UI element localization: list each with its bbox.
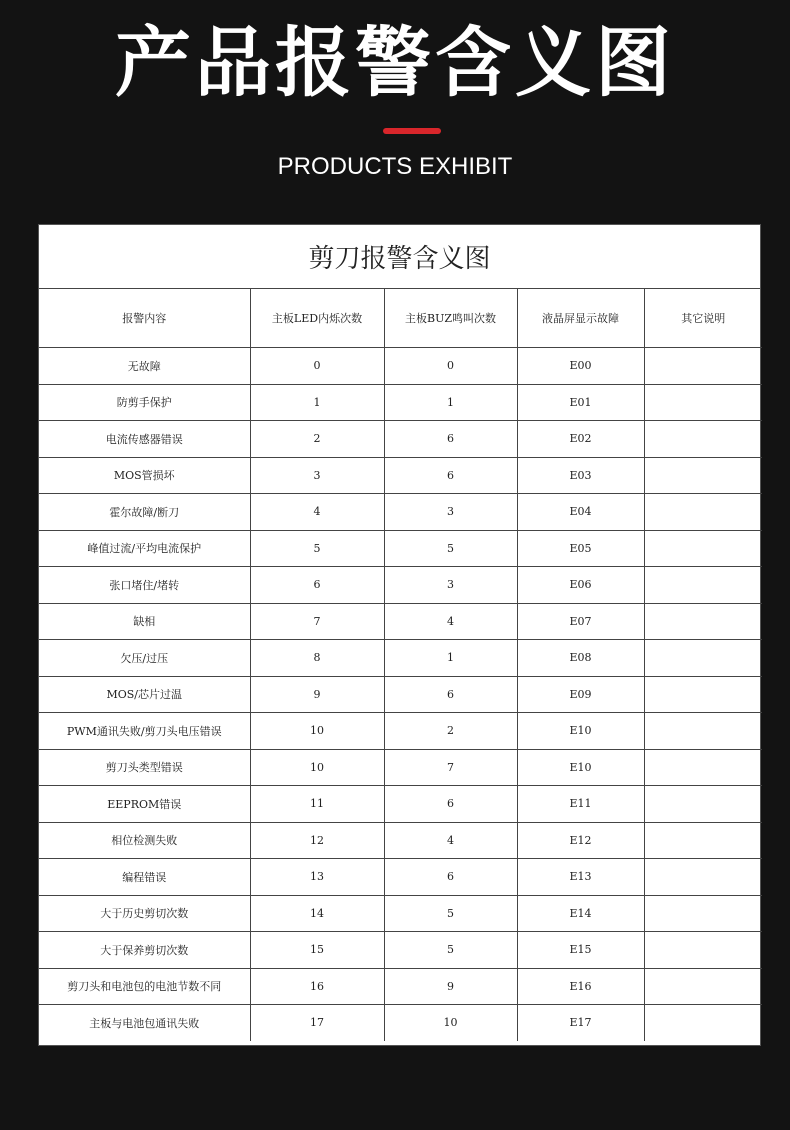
cell-led-count: 13 xyxy=(250,859,384,896)
cell-alarm-content: 相位检测失败 xyxy=(39,822,250,859)
cell-fault-code: E11 xyxy=(517,786,644,823)
cell-alarm-content: 大于保养剪切次数 xyxy=(39,932,250,969)
cell-buzzer-count: 6 xyxy=(384,859,517,896)
cell-led-count: 10 xyxy=(250,713,384,750)
cell-notes xyxy=(644,530,762,567)
cell-buzzer-count: 9 xyxy=(384,968,517,1005)
table-row xyxy=(39,494,762,531)
cell-led-count: 0 xyxy=(250,348,384,385)
cell-buzzer-count: 4 xyxy=(384,822,517,859)
cell-led-count: 14 xyxy=(250,895,384,932)
cell-alarm-content: 剪刀头和电池包的电池节数不同 xyxy=(39,968,250,1005)
cell-notes xyxy=(644,457,762,494)
cell-buzzer-count: 4 xyxy=(384,603,517,640)
accent-divider xyxy=(383,128,441,134)
cell-notes xyxy=(644,421,762,458)
header-led-blink-count: 主板LED内烁次数 xyxy=(250,289,384,348)
cell-fault-code: E03 xyxy=(517,457,644,494)
cell-led-count: 17 xyxy=(250,1005,384,1041)
cell-fault-code: E12 xyxy=(517,822,644,859)
table-row xyxy=(39,421,762,458)
table-row xyxy=(39,822,762,859)
cell-alarm-content: 张口堵住/堵转 xyxy=(39,567,250,604)
cell-alarm-content: 欠压/过压 xyxy=(39,640,250,677)
cell-led-count: 2 xyxy=(250,421,384,458)
cell-notes xyxy=(644,494,762,531)
cell-fault-code: E13 xyxy=(517,859,644,896)
table-row xyxy=(39,384,762,421)
cell-alarm-content: 电流传感器错误 xyxy=(39,421,250,458)
cell-buzzer-count: 1 xyxy=(384,640,517,677)
cell-notes xyxy=(644,603,762,640)
cell-notes xyxy=(644,822,762,859)
cell-notes xyxy=(644,968,762,1005)
cell-buzzer-count: 6 xyxy=(384,786,517,823)
cell-notes xyxy=(644,786,762,823)
cell-fault-code: E07 xyxy=(517,603,644,640)
cell-notes xyxy=(644,895,762,932)
table-row xyxy=(39,968,762,1005)
cell-buzzer-count: 6 xyxy=(384,421,517,458)
cell-led-count: 10 xyxy=(250,749,384,786)
header-other-notes: 其它说明 xyxy=(644,289,762,348)
cell-led-count: 7 xyxy=(250,603,384,640)
cell-notes xyxy=(644,859,762,896)
cell-fault-code: E08 xyxy=(517,640,644,677)
cell-led-count: 16 xyxy=(250,968,384,1005)
cell-buzzer-count: 10 xyxy=(384,1005,517,1041)
table-row xyxy=(39,457,762,494)
cell-buzzer-count: 0 xyxy=(384,348,517,385)
cell-fault-code: E06 xyxy=(517,567,644,604)
cell-alarm-content: MOS/芯片过温 xyxy=(39,676,250,713)
cell-notes xyxy=(644,749,762,786)
cell-alarm-content: 无故障 xyxy=(39,348,250,385)
cell-buzzer-count: 2 xyxy=(384,713,517,750)
cell-alarm-content: 编程错误 xyxy=(39,859,250,896)
table-row xyxy=(39,1005,762,1041)
cell-fault-code: E09 xyxy=(517,676,644,713)
cell-led-count: 15 xyxy=(250,932,384,969)
cell-led-count: 6 xyxy=(250,567,384,604)
cell-notes xyxy=(644,1005,762,1041)
cell-fault-code: E05 xyxy=(517,530,644,567)
table-row xyxy=(39,713,762,750)
cell-buzzer-count: 1 xyxy=(384,384,517,421)
cell-notes xyxy=(644,640,762,677)
table-row xyxy=(39,603,762,640)
cell-led-count: 12 xyxy=(250,822,384,859)
table-row xyxy=(39,749,762,786)
cell-notes xyxy=(644,384,762,421)
cell-buzzer-count: 5 xyxy=(384,932,517,969)
cell-buzzer-count: 6 xyxy=(384,457,517,494)
table-row xyxy=(39,676,762,713)
cell-alarm-content: 主板与电池包通讯失败 xyxy=(39,1005,250,1041)
table-row xyxy=(39,640,762,677)
header-lcd-fault-code: 液晶屏显示故障 xyxy=(517,289,644,348)
cell-led-count: 3 xyxy=(250,457,384,494)
cell-fault-code: E10 xyxy=(517,713,644,750)
page-title: 产品报警含义图 xyxy=(115,18,675,107)
header-buzzer-count: 主板BUZ鸣叫次数 xyxy=(384,289,517,348)
cell-fault-code: E16 xyxy=(517,968,644,1005)
cell-alarm-content: 霍尔故障/断刀 xyxy=(39,494,250,531)
cell-buzzer-count: 3 xyxy=(384,494,517,531)
cell-notes xyxy=(644,932,762,969)
cell-fault-code: E02 xyxy=(517,421,644,458)
page-subtitle: PRODUCTS EXHIBIT xyxy=(277,153,513,180)
alarm-table-card xyxy=(38,224,761,1046)
cell-fault-code: E10 xyxy=(517,749,644,786)
cell-buzzer-count: 7 xyxy=(384,749,517,786)
cell-alarm-content: 大于历史剪切次数 xyxy=(39,895,250,932)
cell-notes xyxy=(644,713,762,750)
table-row xyxy=(39,567,762,604)
cell-alarm-content: PWM通讯失败/剪刀头电压错误 xyxy=(39,713,250,750)
table-row xyxy=(39,348,762,385)
cell-led-count: 5 xyxy=(250,530,384,567)
table-row xyxy=(39,530,762,567)
cell-led-count: 1 xyxy=(250,384,384,421)
table-header-row xyxy=(39,289,762,348)
table-row xyxy=(39,932,762,969)
table-title: 剪刀报警含义图 xyxy=(39,225,760,289)
cell-alarm-content: EEPROM错误 xyxy=(39,786,250,823)
cell-fault-code: E17 xyxy=(517,1005,644,1041)
cell-fault-code: E14 xyxy=(517,895,644,932)
cell-notes xyxy=(644,567,762,604)
cell-alarm-content: 剪刀头类型错误 xyxy=(39,749,250,786)
cell-fault-code: E15 xyxy=(517,932,644,969)
header-alarm-content: 报警内容 xyxy=(39,289,250,348)
cell-buzzer-count: 6 xyxy=(384,676,517,713)
table-row xyxy=(39,895,762,932)
cell-fault-code: E01 xyxy=(517,384,644,421)
cell-fault-code: E04 xyxy=(517,494,644,531)
cell-alarm-content: 缺相 xyxy=(39,603,250,640)
cell-buzzer-count: 5 xyxy=(384,530,517,567)
cell-alarm-content: 峰值过流/平均电流保护 xyxy=(39,530,250,567)
cell-alarm-content: MOS管损坏 xyxy=(39,457,250,494)
cell-led-count: 9 xyxy=(250,676,384,713)
cell-notes xyxy=(644,676,762,713)
cell-buzzer-count: 5 xyxy=(384,895,517,932)
cell-led-count: 8 xyxy=(250,640,384,677)
cell-fault-code: E00 xyxy=(517,348,644,385)
table-row xyxy=(39,786,762,823)
table-body xyxy=(39,348,762,1041)
cell-alarm-content: 防剪手保护 xyxy=(39,384,250,421)
table-row xyxy=(39,859,762,896)
cell-led-count: 4 xyxy=(250,494,384,531)
cell-buzzer-count: 3 xyxy=(384,567,517,604)
cell-notes xyxy=(644,348,762,385)
alarm-table xyxy=(39,289,762,1041)
cell-led-count: 11 xyxy=(250,786,384,823)
